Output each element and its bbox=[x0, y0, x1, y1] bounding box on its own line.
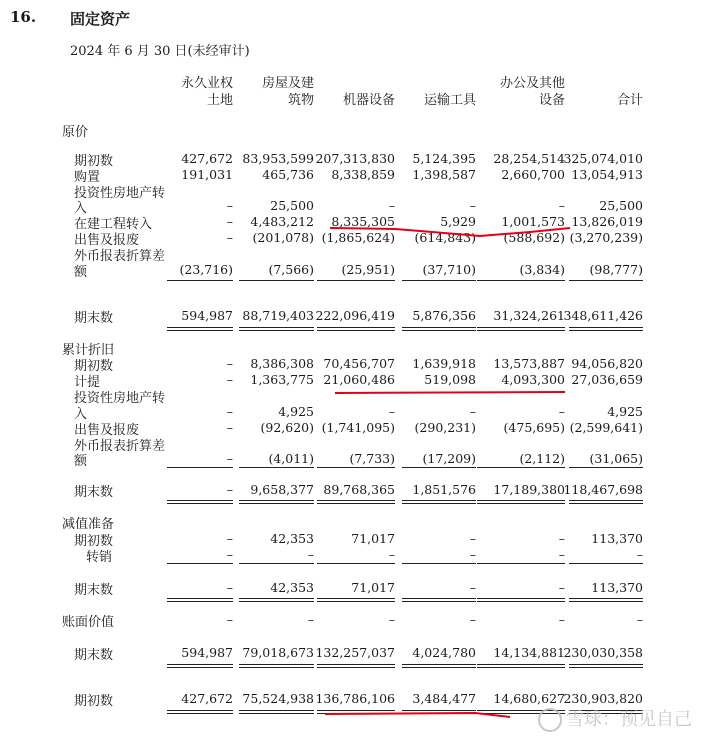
row-label: 原价 bbox=[62, 125, 89, 140]
table-cell: (23,716) bbox=[179, 262, 233, 277]
table-cell: 4,024,780 bbox=[412, 645, 476, 660]
column-header-line1: 办公及其他 bbox=[499, 76, 565, 91]
table-cell: 70,456,707 bbox=[323, 356, 395, 371]
row-label: 外币报表折算差 bbox=[74, 439, 166, 454]
row-label: 投资性房地产转 bbox=[74, 186, 166, 201]
row-label: 期末数 bbox=[74, 311, 114, 326]
table-cell: 230,030,358 bbox=[563, 645, 643, 660]
table-cell: – bbox=[469, 547, 476, 562]
table-cell: – bbox=[388, 404, 395, 419]
table-cell: – bbox=[226, 372, 233, 387]
table-cell: 14,680,627 bbox=[493, 691, 565, 706]
table-cell: – bbox=[558, 612, 565, 627]
table-cell: 94,056,820 bbox=[571, 356, 643, 371]
table-cell: 75,524,938 bbox=[242, 691, 314, 706]
section-number: 16. bbox=[10, 8, 37, 26]
table-cell: 113,370 bbox=[591, 531, 643, 546]
table-cell: – bbox=[226, 420, 233, 435]
table-cell: – bbox=[226, 482, 233, 497]
row-label: 额 bbox=[74, 454, 88, 469]
table-cell: 5,124,395 bbox=[412, 151, 476, 166]
table-cell: – bbox=[226, 356, 233, 371]
table-cell: 427,672 bbox=[181, 151, 233, 166]
table-cell: 5,929 bbox=[440, 214, 476, 229]
table-cell: 17,189,380 bbox=[493, 482, 565, 497]
table-cell: (1,865,624) bbox=[321, 230, 395, 245]
snowball-logo-icon bbox=[538, 708, 562, 732]
column-header-line1: 房屋及建 bbox=[261, 76, 314, 91]
row-label: 在建工程转入 bbox=[74, 217, 153, 232]
table-cell: 42,353 bbox=[270, 580, 314, 595]
table-cell: – bbox=[558, 404, 565, 419]
table-cell: 3,484,477 bbox=[412, 691, 476, 706]
table-cell: 4,925 bbox=[278, 404, 314, 419]
table-cell: 4,483,212 bbox=[250, 214, 314, 229]
row-label: 投资性房地产转 bbox=[74, 391, 166, 406]
row-label: 外币报表折算差 bbox=[74, 249, 166, 264]
table-cell: 8,386,308 bbox=[250, 356, 314, 371]
table-cell: (614,843) bbox=[414, 230, 476, 245]
table-cell: 79,018,673 bbox=[242, 645, 314, 660]
table-cell: – bbox=[226, 531, 233, 546]
table-cell: 191,031 bbox=[181, 167, 233, 182]
table-cell: (31,065) bbox=[589, 451, 643, 466]
table-cell: 348,611,426 bbox=[563, 308, 643, 323]
table-cell: 4,925 bbox=[607, 404, 643, 419]
table-cell: – bbox=[388, 198, 395, 213]
table-cell: 14,134,881 bbox=[493, 645, 565, 660]
table-cell: (588,692) bbox=[503, 230, 565, 245]
table-cell: – bbox=[226, 612, 233, 627]
table-cell: – bbox=[636, 612, 643, 627]
table-cell: 132,257,037 bbox=[315, 645, 395, 660]
table-cell: – bbox=[226, 547, 233, 562]
table-cell: – bbox=[388, 612, 395, 627]
table-cell: (37,710) bbox=[422, 262, 476, 277]
table-cell: (2,599,641) bbox=[569, 420, 643, 435]
table-cell: 25,500 bbox=[599, 198, 643, 213]
table-cell: 118,467,698 bbox=[563, 482, 643, 497]
table-cell: 1,363,775 bbox=[250, 372, 314, 387]
row-label: 出售及报废 bbox=[74, 233, 140, 248]
row-label: 出售及报废 bbox=[74, 423, 140, 438]
table-cell: (25,951) bbox=[341, 262, 395, 277]
table-cell: 207,313,830 bbox=[315, 151, 395, 166]
table-cell: 113,370 bbox=[591, 580, 643, 595]
row-label: 累计折旧 bbox=[62, 343, 115, 358]
table-cell: (290,231) bbox=[414, 420, 476, 435]
table-cell: 4,093,300 bbox=[501, 372, 565, 387]
table-cell: 13,054,913 bbox=[571, 167, 643, 182]
row-label: 期末数 bbox=[74, 648, 114, 663]
table-cell: 465,736 bbox=[262, 167, 314, 182]
red-underline-opening-row bbox=[325, 713, 510, 717]
table-cell: 1,001,573 bbox=[501, 214, 565, 229]
section-title: 固定资产 bbox=[70, 10, 131, 28]
table-cell: 27,036,659 bbox=[571, 372, 643, 387]
report-date-subtitle: 2024 年 6 月 30 日(未经审计) bbox=[70, 44, 250, 59]
table-cell: 28,254,514 bbox=[493, 151, 565, 166]
red-underline-construction-row bbox=[330, 228, 570, 236]
table-cell: – bbox=[469, 612, 476, 627]
table-cell: – bbox=[558, 580, 565, 595]
table-cell: – bbox=[636, 547, 643, 562]
table-cell: 1,639,918 bbox=[412, 356, 476, 371]
table-cell: (7,733) bbox=[349, 451, 395, 466]
table-cell: 71,017 bbox=[351, 580, 395, 595]
row-label: 计提 bbox=[74, 375, 101, 390]
column-header-line1: 永久业权 bbox=[180, 76, 233, 91]
table-cell: – bbox=[226, 451, 233, 466]
table-cell: 88,719,403 bbox=[242, 308, 314, 323]
table-cell: 222,096,419 bbox=[315, 308, 395, 323]
table-cell: – bbox=[307, 612, 314, 627]
column-header-line2: 土地 bbox=[206, 93, 233, 108]
table-cell: 1,398,587 bbox=[412, 167, 476, 182]
table-cell: 519,098 bbox=[424, 372, 476, 387]
row-label: 入 bbox=[74, 201, 88, 216]
table-cell: 31,324,261 bbox=[493, 308, 565, 323]
table-cell: – bbox=[469, 531, 476, 546]
table-cell: (17,209) bbox=[422, 451, 476, 466]
table-cell: (4,011) bbox=[268, 451, 314, 466]
watermark bbox=[538, 705, 692, 732]
table-cell: 1,851,576 bbox=[412, 482, 476, 497]
table-cell: (98,777) bbox=[589, 262, 643, 277]
table-cell: 25,500 bbox=[270, 198, 314, 213]
table-cell: 89,768,365 bbox=[323, 482, 395, 497]
table-cell: 83,953,599 bbox=[242, 151, 314, 166]
table-cell: (92,620) bbox=[260, 420, 314, 435]
row-label: 额 bbox=[74, 265, 88, 280]
table-cell: – bbox=[226, 230, 233, 245]
table-cell: 8,335,305 bbox=[331, 214, 395, 229]
table-cell: 71,017 bbox=[351, 531, 395, 546]
row-label: 期初数 bbox=[74, 154, 114, 169]
table-cell: (3,270,239) bbox=[569, 230, 643, 245]
table-cell: 5,876,356 bbox=[412, 308, 476, 323]
row-label: 账面价值 bbox=[62, 615, 115, 630]
table-cell: 594,987 bbox=[181, 645, 233, 660]
table-cell: 136,786,106 bbox=[315, 691, 395, 706]
row-label: 期初数 bbox=[74, 534, 114, 549]
table-cell: – bbox=[558, 531, 565, 546]
column-header-line2: 机器设备 bbox=[342, 93, 395, 108]
table-cell: (3,834) bbox=[519, 262, 565, 277]
table-cell: – bbox=[558, 547, 565, 562]
table-cell: 21,060,486 bbox=[323, 372, 395, 387]
table-cell: – bbox=[469, 580, 476, 595]
table-cell: 594,987 bbox=[181, 308, 233, 323]
column-header-line2: 设备 bbox=[538, 93, 565, 108]
table-cell: – bbox=[469, 198, 476, 213]
row-label: 入 bbox=[74, 407, 88, 422]
table-cell: – bbox=[226, 580, 233, 595]
watermark-text: 雪球：预见自己 bbox=[566, 709, 692, 730]
table-cell: 13,573,887 bbox=[493, 356, 565, 371]
table-cell: 9,658,377 bbox=[250, 482, 314, 497]
table-cell: 2,660,700 bbox=[501, 167, 565, 182]
table-cell: (2,112) bbox=[519, 451, 565, 466]
table-cell: 427,672 bbox=[181, 691, 233, 706]
table-cell: – bbox=[226, 404, 233, 419]
table-cell: 42,353 bbox=[270, 531, 314, 546]
red-underline-depreciation-row bbox=[335, 392, 565, 393]
table-cell: (201,078) bbox=[252, 230, 314, 245]
table-cell: (7,566) bbox=[268, 262, 314, 277]
table-cell: – bbox=[226, 198, 233, 213]
table-cell: 325,074,010 bbox=[563, 151, 643, 166]
table-cell: – bbox=[307, 547, 314, 562]
column-header-line2: 筑物 bbox=[287, 93, 314, 108]
table-cell: – bbox=[469, 404, 476, 419]
table-cell: – bbox=[388, 547, 395, 562]
table-cell: – bbox=[558, 198, 565, 213]
table-cell: (475,695) bbox=[503, 420, 565, 435]
row-label: 期末数 bbox=[74, 485, 114, 500]
table-cell: – bbox=[226, 214, 233, 229]
row-label: 期初数 bbox=[74, 359, 114, 374]
table-cell: 230,903,820 bbox=[563, 691, 643, 706]
table-cell: 13,826,019 bbox=[571, 214, 643, 229]
table-cell: (1,741,095) bbox=[321, 420, 395, 435]
row-label: 购置 bbox=[74, 170, 101, 185]
row-label: 期末数 bbox=[74, 583, 114, 598]
column-header-line2: 合计 bbox=[616, 93, 643, 108]
column-header-line2: 运输工具 bbox=[423, 93, 476, 108]
table-cell: 8,338,859 bbox=[331, 167, 395, 182]
row-label: 期初数 bbox=[74, 694, 114, 709]
row-label: 转销 bbox=[86, 550, 113, 565]
row-label: 减值准备 bbox=[62, 517, 115, 532]
